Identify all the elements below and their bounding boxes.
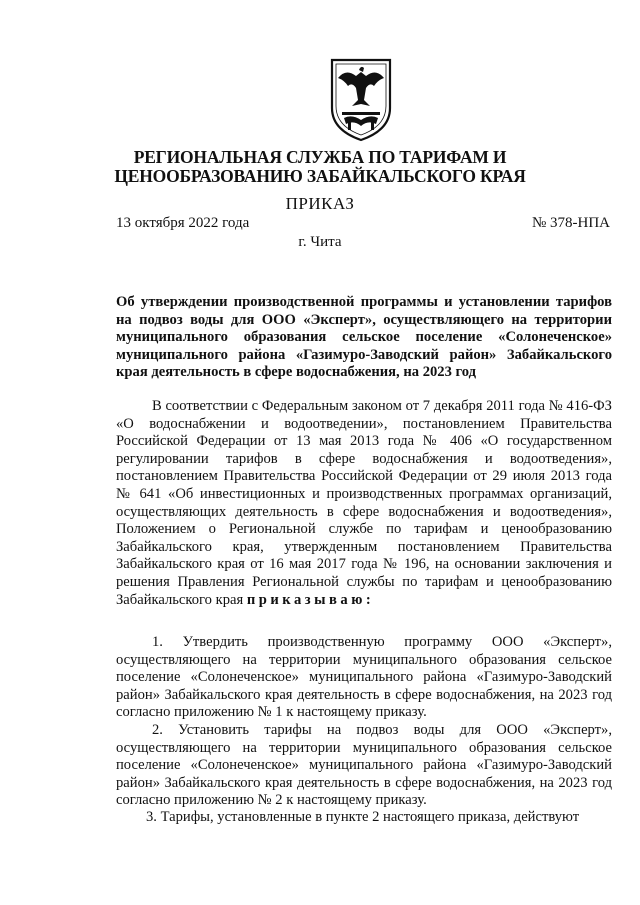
document-date: 13 октября 2022 года — [116, 215, 250, 231]
order-item-2: 2. Установить тарифы на подвоз воды для ООО «Эксперт», осуществляющего на территории муниципального образования сельское поселение «Солонеченское» муниципального района «Газимуро-Заводский район» Забайкальского края деятельность в сфере водоснабжения, на 2023 год согласно приложению № 2 к настоящему приказу. — [116, 722, 612, 809]
preamble-paragraph — [116, 398, 612, 609]
coat-of-arms-emblem — [326, 56, 396, 142]
order-item-3: 3. Тарифы, установленные в пункте 2 настоящего приказа, действуют — [146, 809, 580, 825]
document-number: № 378-НПА — [531, 215, 610, 231]
order-word: приказываю: — [246, 591, 375, 608]
organization-name-line2: ЦЕНООБРАЗОВАНИЮ ЗАБАЙКАЛЬСКОГО КРАЯ — [114, 166, 526, 186]
order-item-1: 1. Утвердить производственную программу ООО «Эксперт», осуществляющего на территории муниципального образования сельское поселение «Солонеченское» муниципального района «Газимуро-Заводский район» Забайкальского края деятельность в сфере водоснабжения, на 2023 год согласно приложению № 1 к настоящему приказу. — [116, 634, 612, 721]
preamble-text: В соответствии с Федеральным законом от 7 декабря 2011 года № 416-ФЗ «О водоснабжении и водоотведении», постановлением Правительства Российской Федерации от 13 мая 2013 года № 406 «О государственном регулировании тарифов в сфере водоснабжения и водоотведения», постановлением Правительства Российской Федерации от 29 июля 2013 года № 641 «Об инвестиционных и производственных программах организаций, осуществляющих деятельность в сфере водоснабжения и водоотведения», Положением о Региональной службе по тарифам и ценообразованию Забайкальского края, утвержденным постановлением Правительства Забайкальского края от 16 мая 2017 года № 196, на основании заключения и решения Правления Региональной службы по тарифам и ценообразованию Забайкальского края — [116, 398, 612, 608]
document-title: Об утверждении производственной программы и установлении тарифов на подвоз воды для ООО «Эксперт», осуществляющего на территории муниципального образования сельское поселение «Солонеченское» муниципального района «Газимуро-Заводский район» Забайкальского края деятельность в сфере водоснабжения, на 2023 год — [116, 294, 612, 381]
document-city: г. Чита — [298, 234, 342, 250]
document-type: ПРИКАЗ — [285, 194, 355, 213]
organization-name-line1: РЕГИОНАЛЬНАЯ СЛУЖБА ПО ТАРИФАМ И — [133, 147, 507, 167]
